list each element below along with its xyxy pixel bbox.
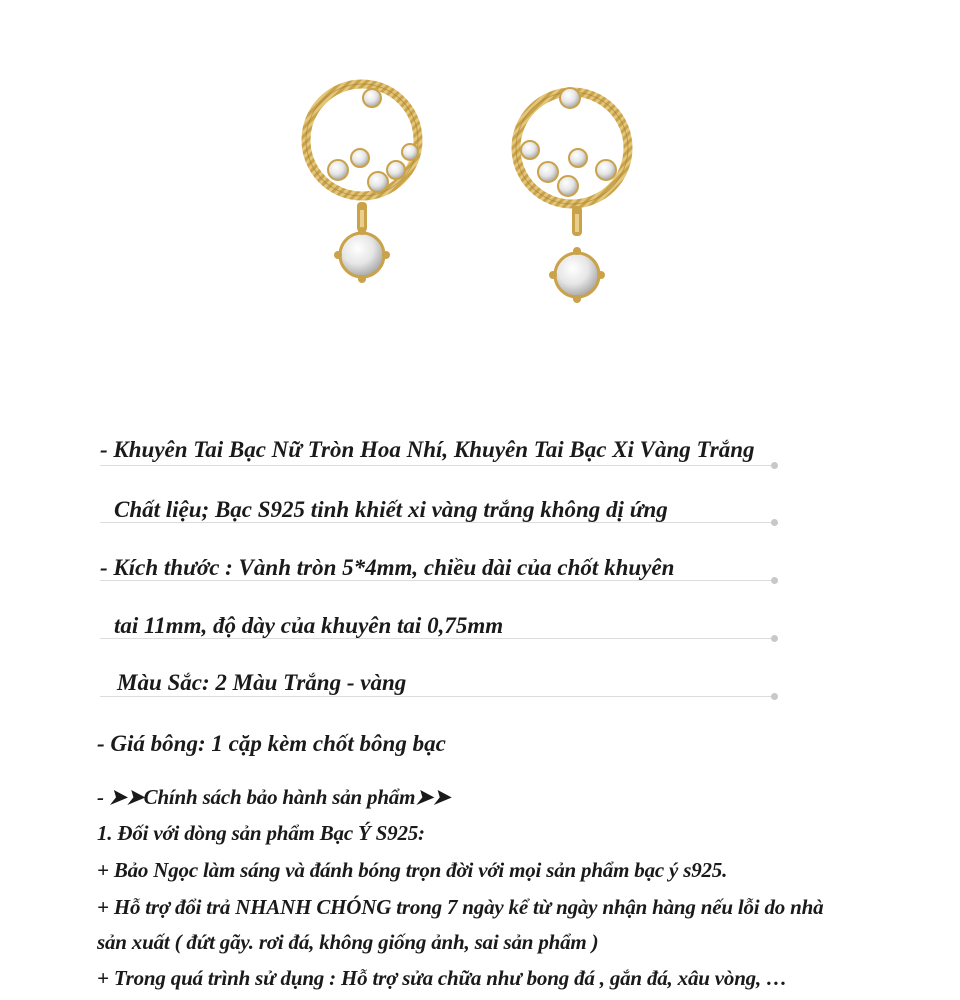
right-earring — [516, 88, 628, 303]
spec-divider — [100, 638, 775, 639]
spec-material: Chất liệu; Bạc S925 tinh khiết xi vàng trắng không dị ứng — [114, 497, 668, 522]
policy-heading: - ➤➤Chính sách bảo hành sản phẩm➤➤ — [97, 785, 451, 809]
spec-title: - Khuyên Tai Bạc Nữ Tròn Hoa Nhí, Khuyên Tai Bạc Xi Vàng Trắng — [100, 437, 755, 462]
spec-color: Màu Sắc: 2 Màu Trắng - vàng — [117, 670, 407, 695]
spec-price-unit: - Giá bông: 1 cặp kèm chốt bông bạc — [97, 731, 446, 756]
left-earring — [306, 84, 418, 283]
policy-line: 1. Đối với dòng sản phẩm Bạc Ý S925: — [97, 821, 425, 845]
spec-divider — [100, 465, 775, 466]
spec-size: - Kích thước : Vành tròn 5*4mm, chiều dài của chốt khuyên — [100, 555, 675, 580]
policy-line: + Hỗ trợ đổi trả NHANH CHÓNG trong 7 ngày kể từ ngày nhận hàng nếu lỗi do nhà — [97, 895, 824, 919]
policy-line: + Trong quá trình sử dụng : Hỗ trợ sửa chữa như bong đá , gắn đá, xâu vòng, … — [97, 966, 787, 990]
policy-line: + Bảo Ngọc làm sáng và đánh bóng trọn đời với mọi sản phẩm bạc ý s925. — [97, 858, 728, 882]
spec-divider — [100, 696, 775, 697]
spec-divider — [100, 580, 775, 581]
spec-size-continued: tai 11mm, độ dày của khuyên tai 0,75mm — [114, 613, 504, 638]
policy-line: sản xuất ( đứt gãy. rơi đá, không giống ảnh, sai sản phẩm ) — [97, 930, 599, 954]
earrings-photo — [280, 60, 680, 340]
spec-divider — [100, 522, 775, 523]
